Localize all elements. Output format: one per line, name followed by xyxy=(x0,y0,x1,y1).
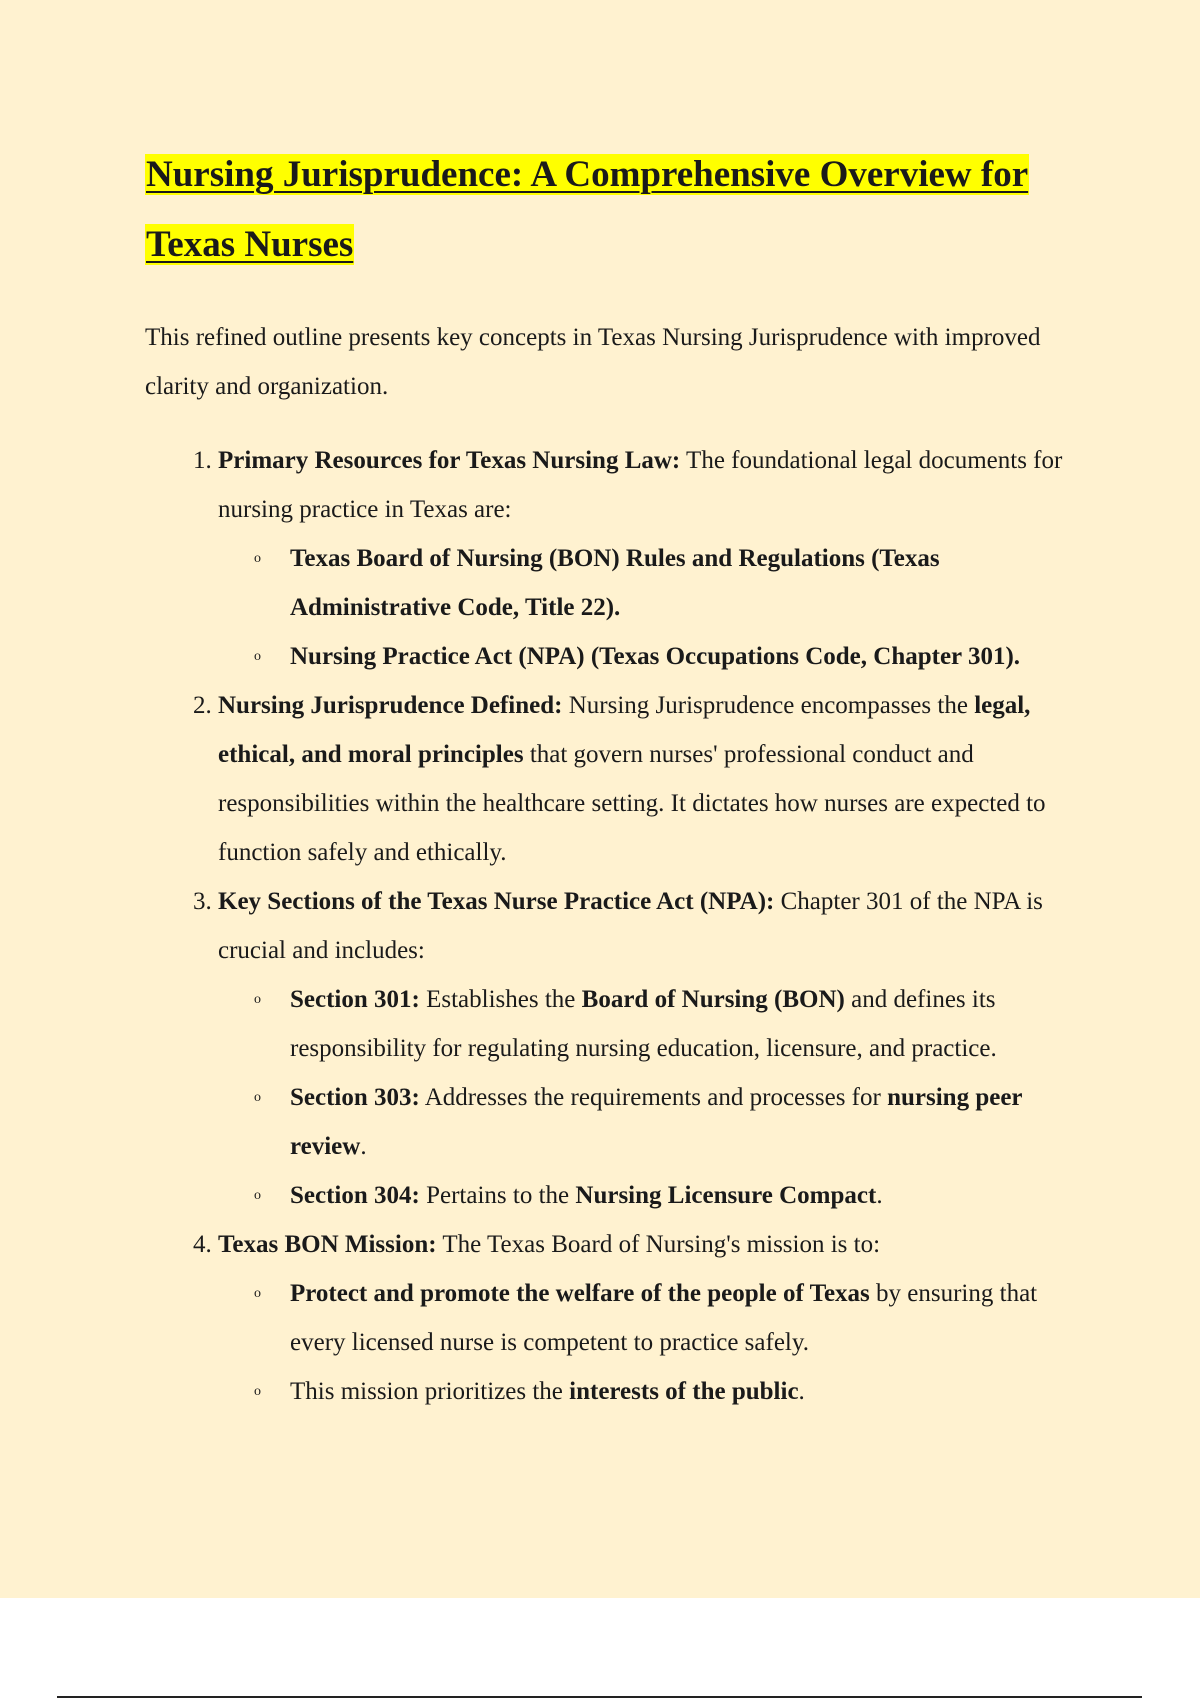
footer-divider xyxy=(57,1696,1142,1698)
sub-item-section-301: o Section 301: Establishes the Board of Nursing (BON) and defines its responsibility for regulating nursing education, licensure, and practice. xyxy=(290,975,1095,1073)
outline-list xyxy=(145,436,1095,1416)
circle-bullet-icon: o xyxy=(254,649,261,664)
item-heading: Primary Resources for Texas Nursing Law: xyxy=(218,447,681,474)
sub-item: o Texas Board of Nursing (BON) Rules and Regulations (Texas Administrative Code, Title 22). xyxy=(290,534,1095,632)
sub-item-section-303: o Section 303: Addresses the requirements and processes for nursing peer review. xyxy=(290,1073,1095,1171)
circle-bullet-icon: o xyxy=(254,1188,261,1203)
circle-bullet-icon: o xyxy=(254,1286,261,1301)
sub-list xyxy=(218,1269,1095,1416)
sub-list xyxy=(218,975,1095,1220)
circle-bullet-icon: o xyxy=(254,551,261,566)
sub-item-section-304: o Section 304: Pertains to the Nursing Licensure Compact. xyxy=(290,1171,1095,1220)
circle-bullet-icon: o xyxy=(254,1090,261,1105)
document-body xyxy=(145,140,1095,1416)
circle-bullet-icon: o xyxy=(254,1384,261,1399)
sub-item: o This mission prioritizes the interests of the public. xyxy=(290,1367,1095,1416)
outline-item-primary-resources xyxy=(218,436,1095,681)
outline-item-bon-mission xyxy=(218,1220,1095,1416)
item-heading: Nursing Jurisprudence Defined: xyxy=(218,692,563,719)
item-heading: Texas BON Mission: xyxy=(218,1231,437,1258)
circle-bullet-icon: o xyxy=(254,992,261,1007)
sub-item: o Nursing Practice Act (NPA) (Texas Occupations Code, Chapter 301). xyxy=(290,632,1095,681)
sub-list xyxy=(218,534,1095,681)
sub-item: o Protect and promote the welfare of the people of Texas by ensuring that every licensed nurse is competent to practice safely. xyxy=(290,1269,1095,1367)
item-heading: Key Sections of the Texas Nurse Practice Act (NPA): xyxy=(218,888,775,915)
item-text: The foundational legal documents for nursing practice in Texas are: xyxy=(218,447,1063,523)
intro-paragraph: This refined outline presents key concepts in Texas Nursing Jurisprudence with improved clarity and organization. xyxy=(145,324,1041,400)
item-text: Chapter 301 of the NPA is crucial and includes: xyxy=(218,888,1043,964)
outline-item-jurisprudence-defined: 2. Nursing Jurisprudence Defined: Nursing Jurisprudence encompasses the legal, ethical, and moral principles that govern nurses' professional conduct and responsibilities within the healthcare setting. It dictates how nurses are expected to function safely and ethically. xyxy=(218,681,1095,877)
item-text: The Texas Board of Nursing's mission is to: xyxy=(436,1231,881,1258)
outline-item-npa-sections xyxy=(218,877,1095,1220)
document-title: Nursing Jurisprudence: A Comprehensive Overview for Texas Nurses xyxy=(146,154,1029,265)
